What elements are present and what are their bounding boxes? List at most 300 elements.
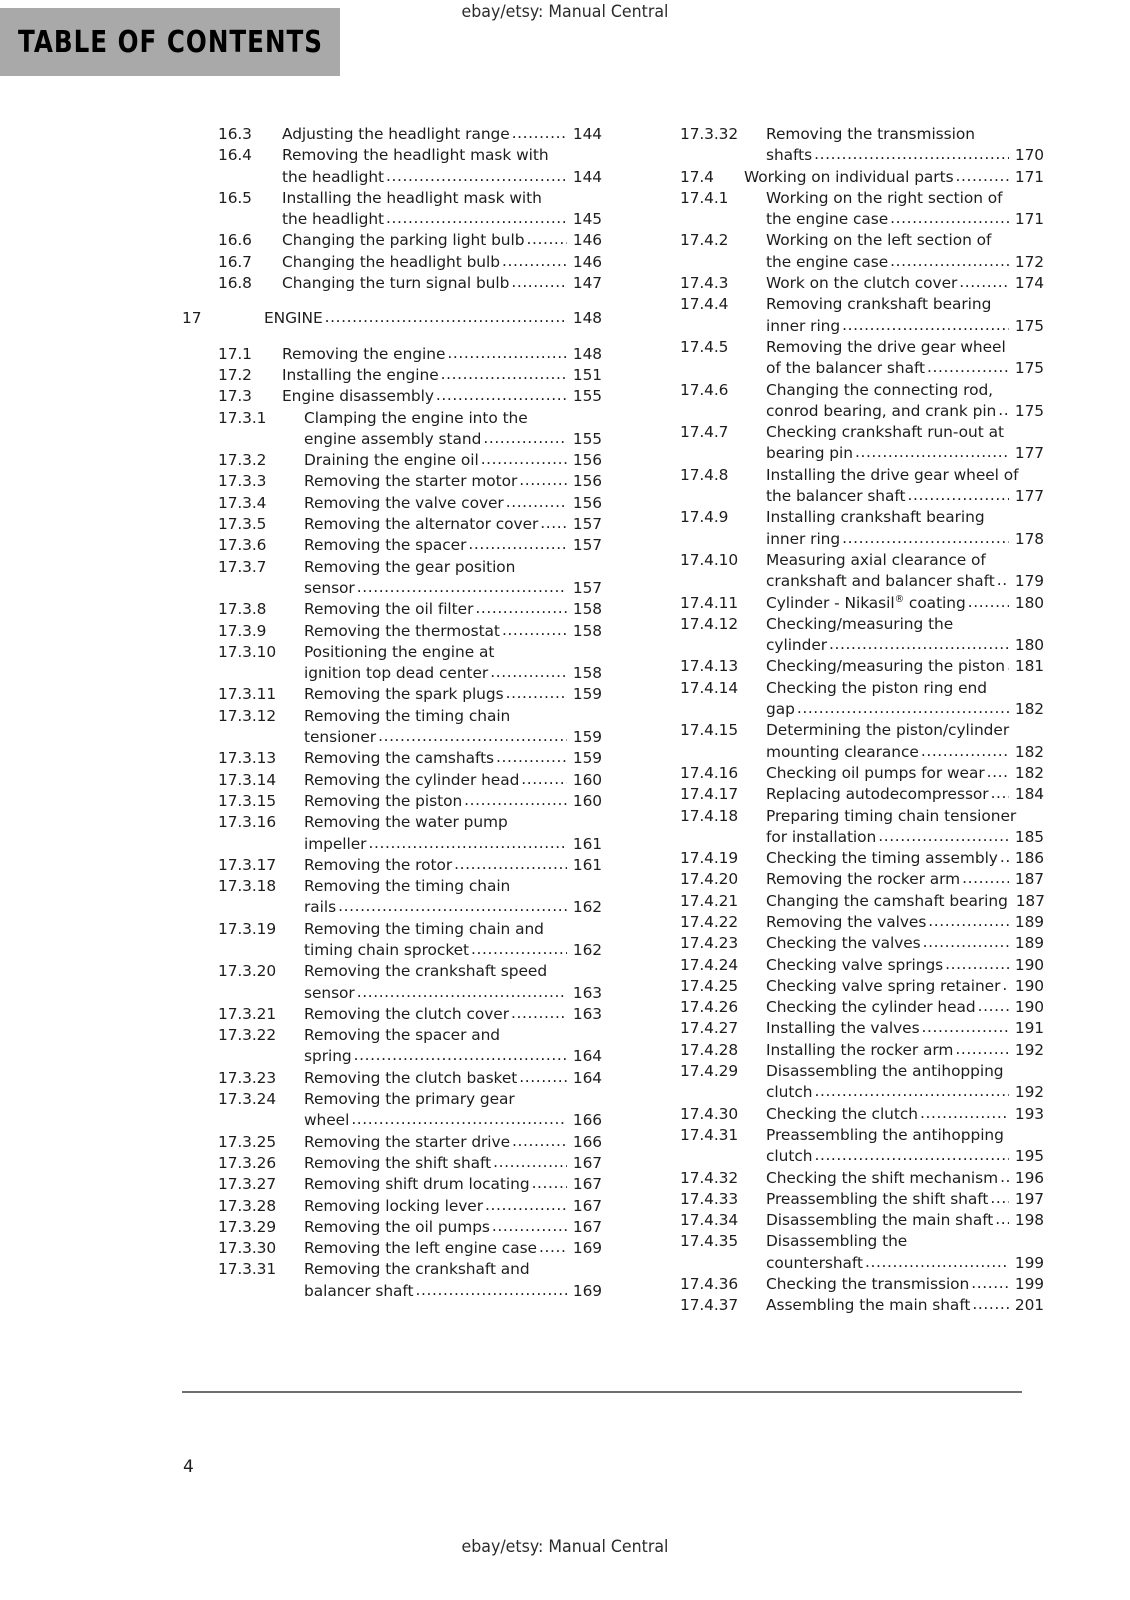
toc-entry-number: 17.3.2 — [218, 451, 267, 470]
dot-leader — [945, 954, 1009, 975]
toc-entry-page: 146 — [572, 252, 602, 271]
toc-entry-body — [766, 1210, 1044, 1231]
toc-entry[interactable] — [644, 1274, 1044, 1295]
toc-entry-number: 16.7 — [218, 252, 252, 271]
toc-entry[interactable] — [644, 273, 1044, 294]
toc-entry-title: Removing the spacer — [304, 536, 467, 555]
dot-leader — [923, 932, 1009, 953]
toc-entry-page: 189 — [1014, 934, 1044, 953]
toc-entry-page: 148 — [572, 344, 602, 363]
toc-entry-wrapped-line — [304, 642, 602, 663]
toc-entry-number: 17.3.10 — [218, 642, 277, 661]
toc-entry[interactable] — [644, 997, 1044, 1018]
toc-entry-page: 147 — [572, 274, 602, 293]
toc-entry-number: 17.4.29 — [680, 1062, 739, 1081]
toc-entry-number: 17.4.8 — [680, 465, 729, 484]
page-title: TABLE OF CONTENTS — [18, 24, 323, 60]
toc-entry[interactable] — [644, 422, 1044, 465]
toc-entry-page: 186 — [1014, 849, 1044, 868]
toc-entry-body — [766, 337, 1044, 380]
toc-entry-title: Preassembling the antihopping — [766, 1125, 1004, 1144]
toc-entry-last-line — [304, 855, 602, 876]
toc-entry-title: Checking the cylinder head — [766, 998, 976, 1017]
toc-entry[interactable] — [644, 678, 1044, 721]
toc-entry-last-line — [766, 784, 1044, 805]
toc-entry-body — [282, 230, 602, 251]
dot-leader — [865, 1252, 1009, 1273]
toc-entry-title: Positioning the engine at — [304, 642, 495, 661]
toc-entry[interactable] — [182, 408, 602, 451]
toc-entry-page: 182 — [1014, 763, 1044, 782]
toc-entry-body — [282, 365, 602, 386]
toc-entry-body — [766, 507, 1044, 550]
toc-entry[interactable] — [644, 848, 1044, 869]
toc-entry-page: 177 — [1014, 444, 1044, 463]
toc-entry-number: 17.3.7 — [218, 557, 267, 576]
toc-entry-title: Removing the left engine case — [304, 1239, 537, 1258]
dot-leader — [526, 229, 567, 250]
toc-entry-body — [304, 684, 602, 705]
toc-entry[interactable] — [644, 1189, 1044, 1210]
toc-entry-number: 16.4 — [218, 146, 252, 165]
toc-entry-page: 146 — [572, 231, 602, 250]
toc-entry-page: 175 — [1014, 316, 1044, 335]
toc-entry-body — [766, 550, 1044, 593]
toc-entry[interactable] — [182, 124, 602, 145]
toc-entry[interactable] — [182, 344, 602, 365]
toc-entry-last-line — [304, 1217, 602, 1238]
toc-entry-last-line — [304, 1046, 602, 1067]
toc-entry[interactable] — [182, 748, 602, 769]
toc-entry-last-line — [766, 486, 1044, 507]
toc-entry-last-line — [766, 912, 1044, 933]
toc-entry-body — [304, 791, 602, 812]
toc-entry-body — [304, 1238, 602, 1259]
toc-entry-wrapped-line — [766, 720, 1044, 741]
toc-entry-page: 161 — [572, 855, 602, 874]
toc-entry[interactable] — [644, 656, 1044, 677]
toc-entry-last-line — [304, 897, 602, 918]
toc-entry-page: 182 — [1014, 700, 1044, 719]
toc-entry-title: Changing the turn signal bulb — [282, 274, 510, 293]
toc-entry[interactable] — [182, 1238, 602, 1259]
toc-entry[interactable] — [182, 1174, 602, 1195]
toc-entry-page: 159 — [572, 728, 602, 747]
toc-entry-body — [304, 706, 602, 749]
toc-entry[interactable] — [182, 252, 602, 273]
toc-entry-body — [304, 919, 602, 962]
toc-entry-title: Adjusting the headlight range — [282, 125, 510, 143]
toc-entry-last-line — [282, 252, 602, 273]
toc-entry-number: 17.4.3 — [680, 274, 729, 293]
toc-entry[interactable] — [182, 1068, 602, 1089]
toc-entry-body — [766, 1274, 1044, 1295]
toc-entry-title: Removing the valve cover — [304, 493, 504, 512]
toc-entry-last-line — [766, 145, 1044, 166]
dot-leader — [972, 1294, 1009, 1315]
toc-entry-number: 17.3.28 — [218, 1196, 277, 1215]
toc-entry-wrapped-line — [282, 188, 602, 209]
toc-entry[interactable] — [644, 593, 1044, 614]
toc-entry-page: 174 — [1014, 274, 1044, 293]
toc-entry-number: 17.3.12 — [218, 706, 277, 725]
toc-entry-page: 190 — [1014, 976, 1044, 995]
toc-entry[interactable] — [644, 614, 1044, 657]
toc-entry-page: 171 — [1014, 167, 1044, 186]
dot-leader — [511, 272, 567, 293]
toc-entry-number: 17.4.10 — [680, 550, 739, 569]
toc-entry[interactable] — [644, 124, 1044, 167]
toc-entry[interactable] — [182, 386, 602, 407]
toc-entry-page: 160 — [572, 791, 602, 810]
toc-entry[interactable] — [182, 684, 602, 705]
toc-entry-title: Determining the piston/cylinder — [766, 721, 1010, 740]
toc-entry[interactable] — [182, 791, 602, 812]
dot-leader — [325, 307, 567, 328]
toc-entry-title: of the balancer shaft — [766, 359, 926, 378]
toc-entry-body — [304, 1068, 602, 1089]
dot-leader — [920, 1103, 1009, 1124]
toc-entry-last-line — [282, 230, 602, 251]
toc-entry[interactable] — [182, 706, 602, 749]
registered-trademark-mark: ® — [894, 593, 905, 605]
toc-entry-title: cylinder — [766, 636, 828, 655]
toc-entry-title: the headlight — [282, 210, 385, 229]
toc-entry-wrapped-line — [766, 806, 1044, 827]
toc-entry-wrapped-line — [766, 422, 1044, 443]
toc-entry-last-line — [766, 443, 1044, 464]
toc-entry-wrapped-line — [304, 557, 602, 578]
toc-entry[interactable] — [644, 465, 1044, 508]
toc-entry-number: 17.4.20 — [680, 870, 739, 889]
toc-entry[interactable] — [644, 507, 1044, 550]
toc-entry[interactable] — [644, 869, 1044, 890]
toc-entry[interactable] — [182, 961, 602, 1004]
toc-entry-last-line — [766, 891, 1044, 912]
toc-entry-last-line — [766, 699, 1044, 720]
toc-entry-page: 189 — [1014, 912, 1044, 931]
toc-entry[interactable] — [644, 188, 1044, 231]
toc-entry-body — [304, 876, 602, 919]
toc-entry-wrapped-line — [304, 1089, 602, 1110]
toc-entry[interactable] — [182, 308, 602, 329]
dot-leader — [493, 1152, 567, 1173]
toc-entry-title: Cylinder - Nikasil® coating — [766, 593, 966, 612]
toc-entry-last-line — [304, 684, 602, 705]
toc-entry-title: Installing crankshaft bearing — [766, 508, 985, 527]
toc-entry[interactable] — [182, 514, 602, 535]
toc-entry-last-line — [766, 1274, 1044, 1295]
toc-entry-page: 185 — [1014, 827, 1044, 846]
toc-entry[interactable] — [644, 806, 1044, 849]
toc-entry-last-line — [304, 770, 602, 791]
toc-entry-number: 17.4.13 — [680, 657, 739, 676]
toc-entry-last-line — [304, 471, 602, 492]
toc-entry-title: Removing the transmission — [766, 125, 975, 143]
toc-entry-body — [766, 955, 1044, 976]
toc-entry-number: 17.3.18 — [218, 877, 277, 896]
toc-entry[interactable] — [644, 933, 1044, 954]
toc-entry[interactable] — [644, 1168, 1044, 1189]
toc-entry-number: 17.3.4 — [218, 493, 267, 512]
toc-entry-title: Preassembling the shift shaft — [766, 1189, 989, 1208]
toc-entry[interactable] — [182, 1153, 602, 1174]
dot-leader — [1000, 847, 1009, 868]
toc-entry[interactable] — [644, 337, 1044, 380]
toc-entry[interactable] — [182, 919, 602, 962]
toc-columns — [0, 124, 1130, 1317]
toc-entry-title: Disassembling the antihopping — [766, 1062, 1004, 1081]
toc-entry-title: Removing the oil filter — [304, 600, 474, 619]
toc-entry[interactable] — [644, 230, 1044, 273]
toc-entry-title: Removing the clutch cover — [304, 1004, 509, 1023]
toc-entry-page: 157 — [572, 515, 602, 534]
toc-column-left — [182, 124, 602, 1317]
dot-leader — [386, 208, 567, 229]
toc-entry[interactable] — [182, 1259, 602, 1302]
toc-entry-title: Clamping the engine into the — [304, 408, 528, 427]
toc-entry-last-line — [766, 1082, 1044, 1103]
toc-entry-body — [766, 273, 1044, 294]
toc-entry-last-line — [766, 763, 1044, 784]
toc-entry[interactable] — [644, 294, 1044, 337]
toc-entry-last-line — [766, 1253, 1044, 1274]
toc-entry[interactable] — [644, 1040, 1044, 1061]
toc-entry-last-line — [766, 955, 1044, 976]
toc-entry[interactable] — [644, 167, 1044, 188]
toc-entry-page: 157 — [572, 578, 602, 597]
toc-entry-title: wheel — [304, 1111, 350, 1130]
toc-entry[interactable] — [182, 230, 602, 251]
toc-entry[interactable] — [182, 188, 602, 231]
toc-entry-page: 187 — [1014, 870, 1044, 889]
toc-entry-last-line — [766, 593, 1044, 614]
toc-entry-last-line — [304, 1153, 602, 1174]
toc-entry-last-line — [766, 1104, 1044, 1125]
toc-entry-number: 17.4.12 — [680, 614, 739, 633]
toc-entry[interactable] — [644, 1231, 1044, 1274]
toc-entry-last-line — [766, 933, 1044, 954]
toc-entry-page: 156 — [572, 451, 602, 470]
toc-entry-title: Checking the clutch — [766, 1104, 918, 1123]
toc-entry-page: 161 — [572, 834, 602, 853]
toc-entry[interactable] — [644, 1018, 1044, 1039]
toc-entry[interactable] — [182, 1025, 602, 1068]
toc-entry[interactable] — [182, 1217, 602, 1238]
toc-entry[interactable] — [644, 763, 1044, 784]
toc-entry[interactable] — [644, 784, 1044, 805]
dot-leader — [447, 343, 567, 364]
toc-entry-page: 184 — [1014, 785, 1044, 804]
toc-entry-page: 169 — [572, 1239, 602, 1258]
toc-entry-number: 17.4.32 — [680, 1168, 739, 1187]
toc-entry-body — [304, 408, 602, 451]
toc-entry-number: 17.4.14 — [680, 678, 739, 697]
toc-entry[interactable] — [644, 1210, 1044, 1231]
toc-entry[interactable] — [182, 855, 602, 876]
toc-entry-number: 16.5 — [218, 188, 252, 207]
dot-leader — [416, 1280, 568, 1301]
toc-entry-number: 17.4.28 — [680, 1040, 739, 1059]
toc-entry[interactable] — [182, 1089, 602, 1132]
toc-entry[interactable] — [644, 912, 1044, 933]
toc-entry[interactable] — [182, 1004, 602, 1025]
toc-entry-page: 182 — [1014, 742, 1044, 761]
toc-entry-number: 17.4.15 — [680, 721, 739, 740]
toc-entry-title: bearing pin — [766, 444, 853, 463]
toc-entry[interactable] — [182, 557, 602, 600]
toc-entry[interactable] — [182, 876, 602, 919]
dot-leader — [842, 528, 1009, 549]
toc-entry-title: Checking valve spring retainer — [766, 976, 1001, 995]
toc-entry[interactable] — [644, 955, 1044, 976]
toc-entry-number: 16.6 — [218, 231, 252, 250]
dot-leader — [927, 357, 1009, 378]
toc-entry-title: Removing the clutch basket — [304, 1068, 518, 1087]
toc-entry[interactable] — [644, 380, 1044, 423]
toc-entry-number: 17.4.17 — [680, 785, 739, 804]
toc-entry[interactable] — [644, 1125, 1044, 1168]
toc-entry[interactable] — [182, 599, 602, 620]
toc-entry-title: conrod bearing, and crank pin — [766, 401, 997, 420]
toc-entry-body — [304, 642, 602, 685]
toc-entry-page: 158 — [572, 621, 602, 640]
toc-entry[interactable] — [182, 450, 602, 471]
toc-entry-title: Changing the connecting rod, — [766, 380, 994, 399]
toc-entry-number: 17.3.29 — [218, 1217, 277, 1236]
dot-leader — [519, 1067, 567, 1088]
toc-entry[interactable] — [182, 812, 602, 855]
toc-entry-body — [304, 493, 602, 514]
dot-leader — [485, 1195, 567, 1216]
dot-leader — [436, 385, 567, 406]
toc-entry-last-line — [304, 599, 602, 620]
toc-entry-page: 193 — [1014, 1104, 1044, 1123]
toc-entry-body — [766, 656, 1044, 677]
toc-entry-last-line — [766, 656, 1044, 677]
toc-entry-wrapped-line — [304, 408, 602, 429]
toc-entry-last-line — [304, 663, 602, 684]
toc-entry-body — [766, 294, 1044, 337]
toc-entry-title: Disassembling the — [766, 1232, 908, 1251]
toc-entry-last-line — [282, 386, 602, 407]
toc-entry-body — [766, 380, 1044, 423]
toc-entry-number: 17.4.16 — [680, 763, 739, 782]
toc-entry-title: Changing the parking light bulb — [282, 231, 525, 250]
toc-entry[interactable] — [182, 493, 602, 514]
toc-entry-body — [766, 763, 1044, 784]
toc-entry-body — [766, 465, 1044, 508]
toc-entry[interactable] — [182, 365, 602, 386]
dot-leader — [959, 272, 1009, 293]
dot-leader — [907, 485, 1009, 506]
toc-entry-last-line — [766, 273, 1044, 294]
toc-entry-body — [304, 961, 602, 1004]
toc-entry-last-line — [304, 514, 602, 535]
toc-entry[interactable] — [182, 621, 602, 642]
toc-entry-wrapped-line — [304, 812, 602, 833]
toc-entry-number: 17.4.7 — [680, 423, 729, 442]
toc-entry[interactable] — [644, 1295, 1044, 1316]
toc-entry[interactable] — [644, 1061, 1044, 1104]
toc-entry[interactable] — [182, 471, 602, 492]
toc-entry-page: 155 — [572, 429, 602, 448]
toc-entry-title: the engine case — [766, 252, 889, 271]
dot-leader — [842, 315, 1009, 336]
toc-entry-title: Removing crankshaft bearing — [766, 295, 992, 314]
toc-entry-title: the headlight — [282, 167, 385, 186]
watermark-bottom: ebay/etsy: Manual Central — [461, 1537, 669, 1557]
toc-entry[interactable] — [644, 720, 1044, 763]
toc-entry[interactable] — [182, 1132, 602, 1153]
toc-entry-number: 17.4.19 — [680, 849, 739, 868]
toc-entry[interactable] — [182, 770, 602, 791]
toc-entry-title: mounting clearance — [766, 742, 919, 761]
toc-entry-page: 167 — [572, 1196, 602, 1215]
toc-entry-last-line — [304, 621, 602, 642]
toc-entry-number: 17.4.2 — [680, 231, 729, 250]
toc-entry-title: ignition top dead center — [304, 664, 489, 683]
toc-entry-last-line — [766, 1189, 1044, 1210]
toc-entry-title: Checking the timing assembly — [766, 849, 998, 868]
toc-entry-body — [304, 1025, 602, 1068]
toc-entry[interactable] — [182, 642, 602, 685]
toc-entry-last-line — [766, 401, 1044, 422]
toc-entry-title: Changing the camshaft bearing — [766, 891, 1008, 910]
toc-entry[interactable] — [182, 535, 602, 556]
toc-entry[interactable] — [644, 891, 1044, 912]
toc-entry-page: 164 — [572, 1068, 602, 1087]
toc-entry-body — [282, 273, 602, 294]
toc-entry-title: Disassembling the main shaft — [766, 1211, 994, 1230]
toc-entry-page: 175 — [1014, 359, 1044, 378]
toc-entry-last-line — [766, 742, 1044, 763]
toc-entry-last-line — [766, 848, 1044, 869]
toc-entry-title: tensioner — [304, 728, 377, 747]
toc-entry-title: Removing the timing chain — [304, 706, 511, 725]
toc-entry-body — [766, 1189, 1044, 1210]
toc-entry-number: 17.3.8 — [218, 600, 267, 619]
toc-entry-body — [304, 471, 602, 492]
toc-entry-body — [766, 1231, 1044, 1274]
toc-entry-body — [304, 557, 602, 600]
toc-entry[interactable] — [644, 976, 1044, 997]
dot-leader — [997, 570, 1009, 591]
footer-divider — [182, 1391, 1022, 1393]
toc-entry-title: Removing the rocker arm — [766, 870, 961, 889]
toc-entry-page: 155 — [572, 387, 602, 406]
toc-entry[interactable] — [182, 273, 602, 294]
toc-entry[interactable] — [182, 145, 602, 188]
toc-entry-number: 17.4.1 — [680, 188, 729, 207]
toc-entry-page: 169 — [572, 1281, 602, 1300]
toc-entry-wrapped-line — [304, 876, 602, 897]
toc-entry-number: 17.4.24 — [680, 955, 739, 974]
toc-entry-title: Checking crankshaft run-out at — [766, 423, 1004, 442]
toc-entry-title: Removing the starter drive — [304, 1132, 511, 1151]
toc-entry-number: 17.4.26 — [680, 998, 739, 1017]
dot-leader — [878, 826, 1009, 847]
toc-entry[interactable] — [644, 1104, 1044, 1125]
dot-leader — [968, 592, 1009, 613]
dot-leader — [971, 1273, 1009, 1294]
toc-entry-body — [766, 933, 1044, 954]
toc-entry[interactable] — [644, 550, 1044, 593]
toc-entry[interactable] — [182, 1196, 602, 1217]
toc-entry-title: Preparing timing chain tensioner — [766, 806, 1017, 825]
toc-entry-body — [766, 784, 1044, 805]
toc-entry-body — [766, 997, 1044, 1018]
